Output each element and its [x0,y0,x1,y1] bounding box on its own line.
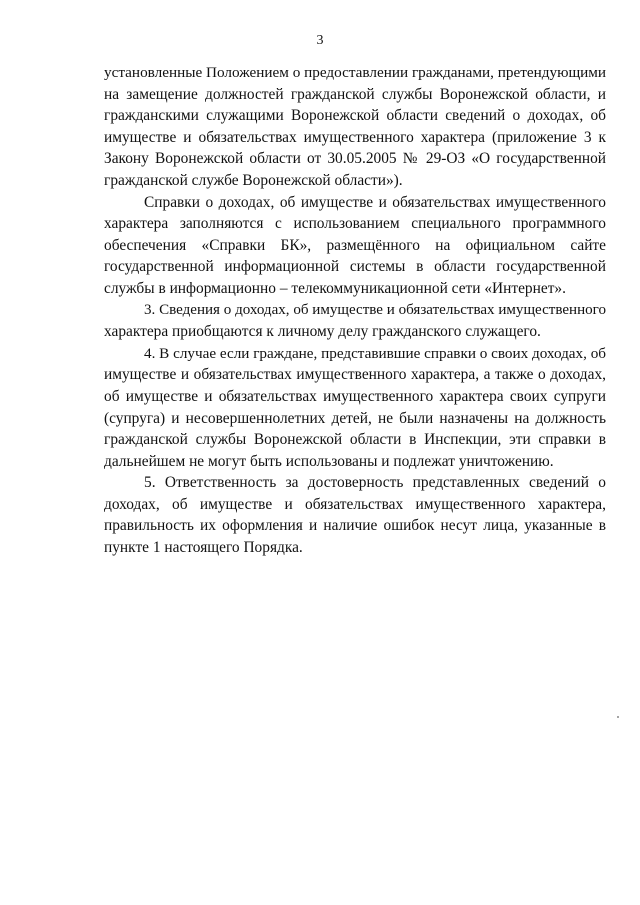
text-line: установленные Положением о предоставлении гражданами, претендующими [104,64,607,81]
paragraph-item-5 [104,472,606,558]
paragraph-item-3 [104,300,606,343]
paragraph-forms-software [104,192,606,300]
text-line: Закону Воронежской области от 30.05.2005 № 29-ОЗ «О государственной [104,150,606,168]
document-body [104,62,606,559]
text-line: характера приобщаются к личному делу гражданского служащего. [104,323,541,341]
paragraph-item-4 [104,343,606,473]
text-line: на замещение должностей гражданской службы Воронежской области, и [104,85,606,103]
text-line: государственной информационной системы в области государственной [104,258,606,276]
text-line-indented: 4. В случае если граждане, представившие справки о своих доходах, об [144,344,607,362]
text-line: доходах, об имуществе и обязательствах имущественного характера, [104,495,606,513]
text-line: гражданской службы Воронежской области в Инспекции, эти справки в [104,431,606,449]
text-line: гражданскими служащими Воронежской области сведений о доходах, об [104,107,606,125]
text-line: об имуществе и обязательствах имущественного характера своих супруги [104,387,606,405]
text-line: пункте 1 настоящего Порядка. [104,539,303,557]
scan-speck [617,716,619,718]
text-line: характера заполняются с использованием специального программного [104,215,606,233]
text-line: (супруга) и несовершеннолетних детей, не были назначены на должность [104,409,606,427]
page-number: 3 [316,33,324,48]
paragraph-continuation [104,62,606,192]
text-line: правильность их оформления и наличие ошибок несут лица, указанные в [104,517,606,535]
text-line-indented: 5. Ответственность за достоверность представленных сведений о [144,474,606,492]
text-line: гражданской службе Воронежской области»). [104,171,403,189]
text-line: обеспечения «Справки БК», размещённого на официальном сайте [104,236,606,254]
text-line: имуществе и обязательствах имущественного характера, а также о доходах, [104,366,606,384]
text-line-indented: 3. Сведения о доходах, об имуществе и обязательствах имущественного [144,301,606,318]
text-line: службы в информационно – телекоммуникационной сети «Интернет». [104,279,566,297]
text-line-indented: Справки о доходах, об имуществе и обязательствах имущественного [144,193,606,211]
text-line: дальнейшем не могут быть использованы и подлежат уничтожению. [104,452,554,470]
text-line: имуществе и обязательствах имущественного характера (приложение 3 к [104,128,606,146]
